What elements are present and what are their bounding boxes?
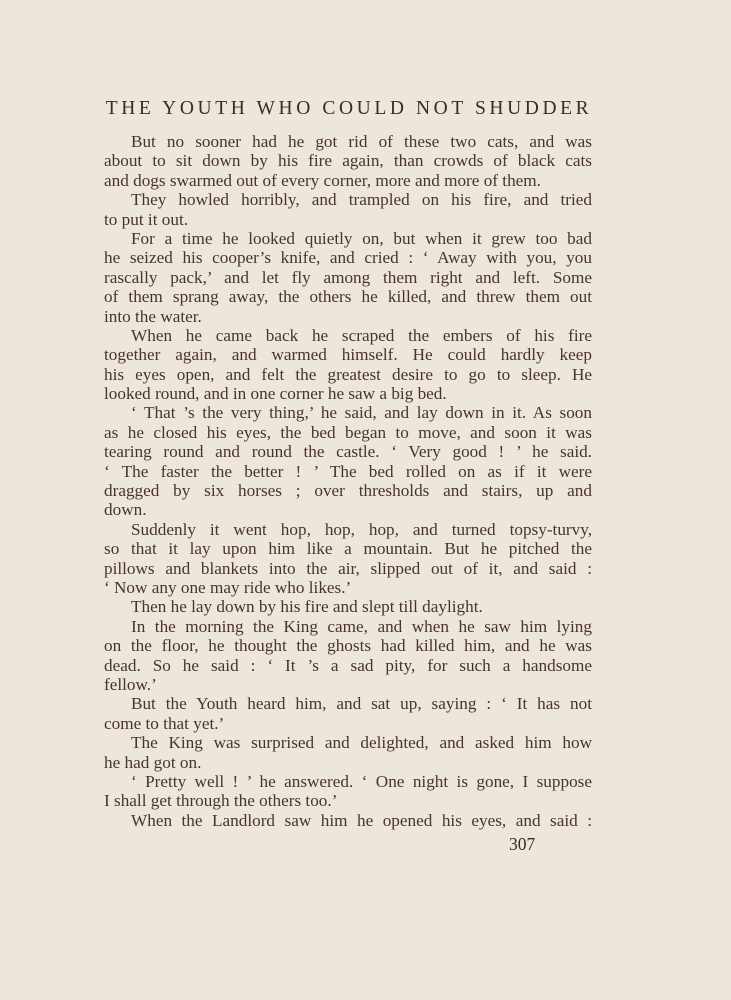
text-line: on the floor, he thought the ghosts had killed him, and he was (104, 636, 592, 656)
text-line: fellow.’ (104, 674, 157, 694)
text-line: together again, and warmed himself. He could hardly keep (104, 345, 592, 365)
text-line: about to sit down by his fire again, than crowds of black cats (104, 151, 592, 171)
text-line: When he came back he scraped the embers of his fire (131, 325, 592, 345)
text-line: dragged by six horses ; over thresholds and stairs, up and (104, 481, 592, 501)
text-line: and dogs swarmed out of every corner, more and more of them. (104, 170, 541, 190)
text-line: ‘ Now any one may ride who likes.’ (104, 577, 352, 597)
text-line: In the morning the King came, and when he saw him lying (131, 616, 592, 636)
text-line: down. (104, 500, 147, 520)
text-line: dead. So he said : ‘ It ’s a sad pity, for such a handsome (104, 655, 592, 675)
text-line: But no sooner had he got rid of these two cats, and was (131, 132, 592, 151)
text-line: come to that yet.’ (104, 713, 225, 733)
text-line: of them sprang away, the others he killed, and threw them out (104, 287, 592, 307)
text-line: his eyes open, and felt the greatest desire to go to sleep. He (104, 364, 592, 384)
text-line: Then he lay down by his fire and slept till daylight. (131, 597, 483, 617)
text-line: When the Landlord saw him he opened his eyes, and said : (131, 810, 592, 830)
text-line: so that it lay upon him like a mountain. But he pitched the (104, 539, 592, 559)
text-line: ‘ The faster the better ! ’ The bed rolled on as if it were (104, 461, 592, 481)
page-number: 307 (509, 834, 536, 854)
text-line: But the Youth heard him, and sat up, saying : ‘ It has not (131, 694, 592, 714)
running-header: THE YOUTH WHO COULD NOT SHUDDER (105, 98, 593, 119)
text-line: ‘ That ’s the very thing,’ he said, and lay down in it. As soon (131, 403, 592, 423)
text-line: I shall get through the others too.’ (104, 791, 338, 811)
text-line: For a time he looked quietly on, but when it grew too bad (131, 228, 592, 248)
text-line: Suddenly it went hop, hop, hop, and turned topsy-turvy, (131, 519, 592, 539)
text-line: tearing round and round the castle. ‘ Very good ! ’ he said. (104, 442, 592, 462)
text-line: to put it out. (104, 209, 189, 229)
text-line: looked round, and in one corner he saw a big bed. (104, 384, 447, 404)
text-line: They howled horribly, and trampled on his fire, and tried (131, 190, 592, 210)
text-line: pillows and blankets into the air, slipped out of it, and said : (104, 558, 592, 578)
text-line: he seized his cooper’s knife, and cried : ‘ Away with you, you (104, 248, 592, 268)
text-line: as he closed his eyes, the bed began to move, and soon it was (104, 422, 592, 442)
text-line: he had got on. (104, 752, 202, 772)
text-line: into the water. (104, 306, 202, 326)
body-text (104, 132, 592, 830)
text-line: The King was surprised and delighted, and asked him how (131, 733, 592, 753)
text-line: ‘ Pretty well ! ’ he answered. ‘ One night is gone, I suppose (131, 771, 592, 791)
text-line: rascally pack,’ and let fly among them right and left. Some (104, 267, 592, 287)
